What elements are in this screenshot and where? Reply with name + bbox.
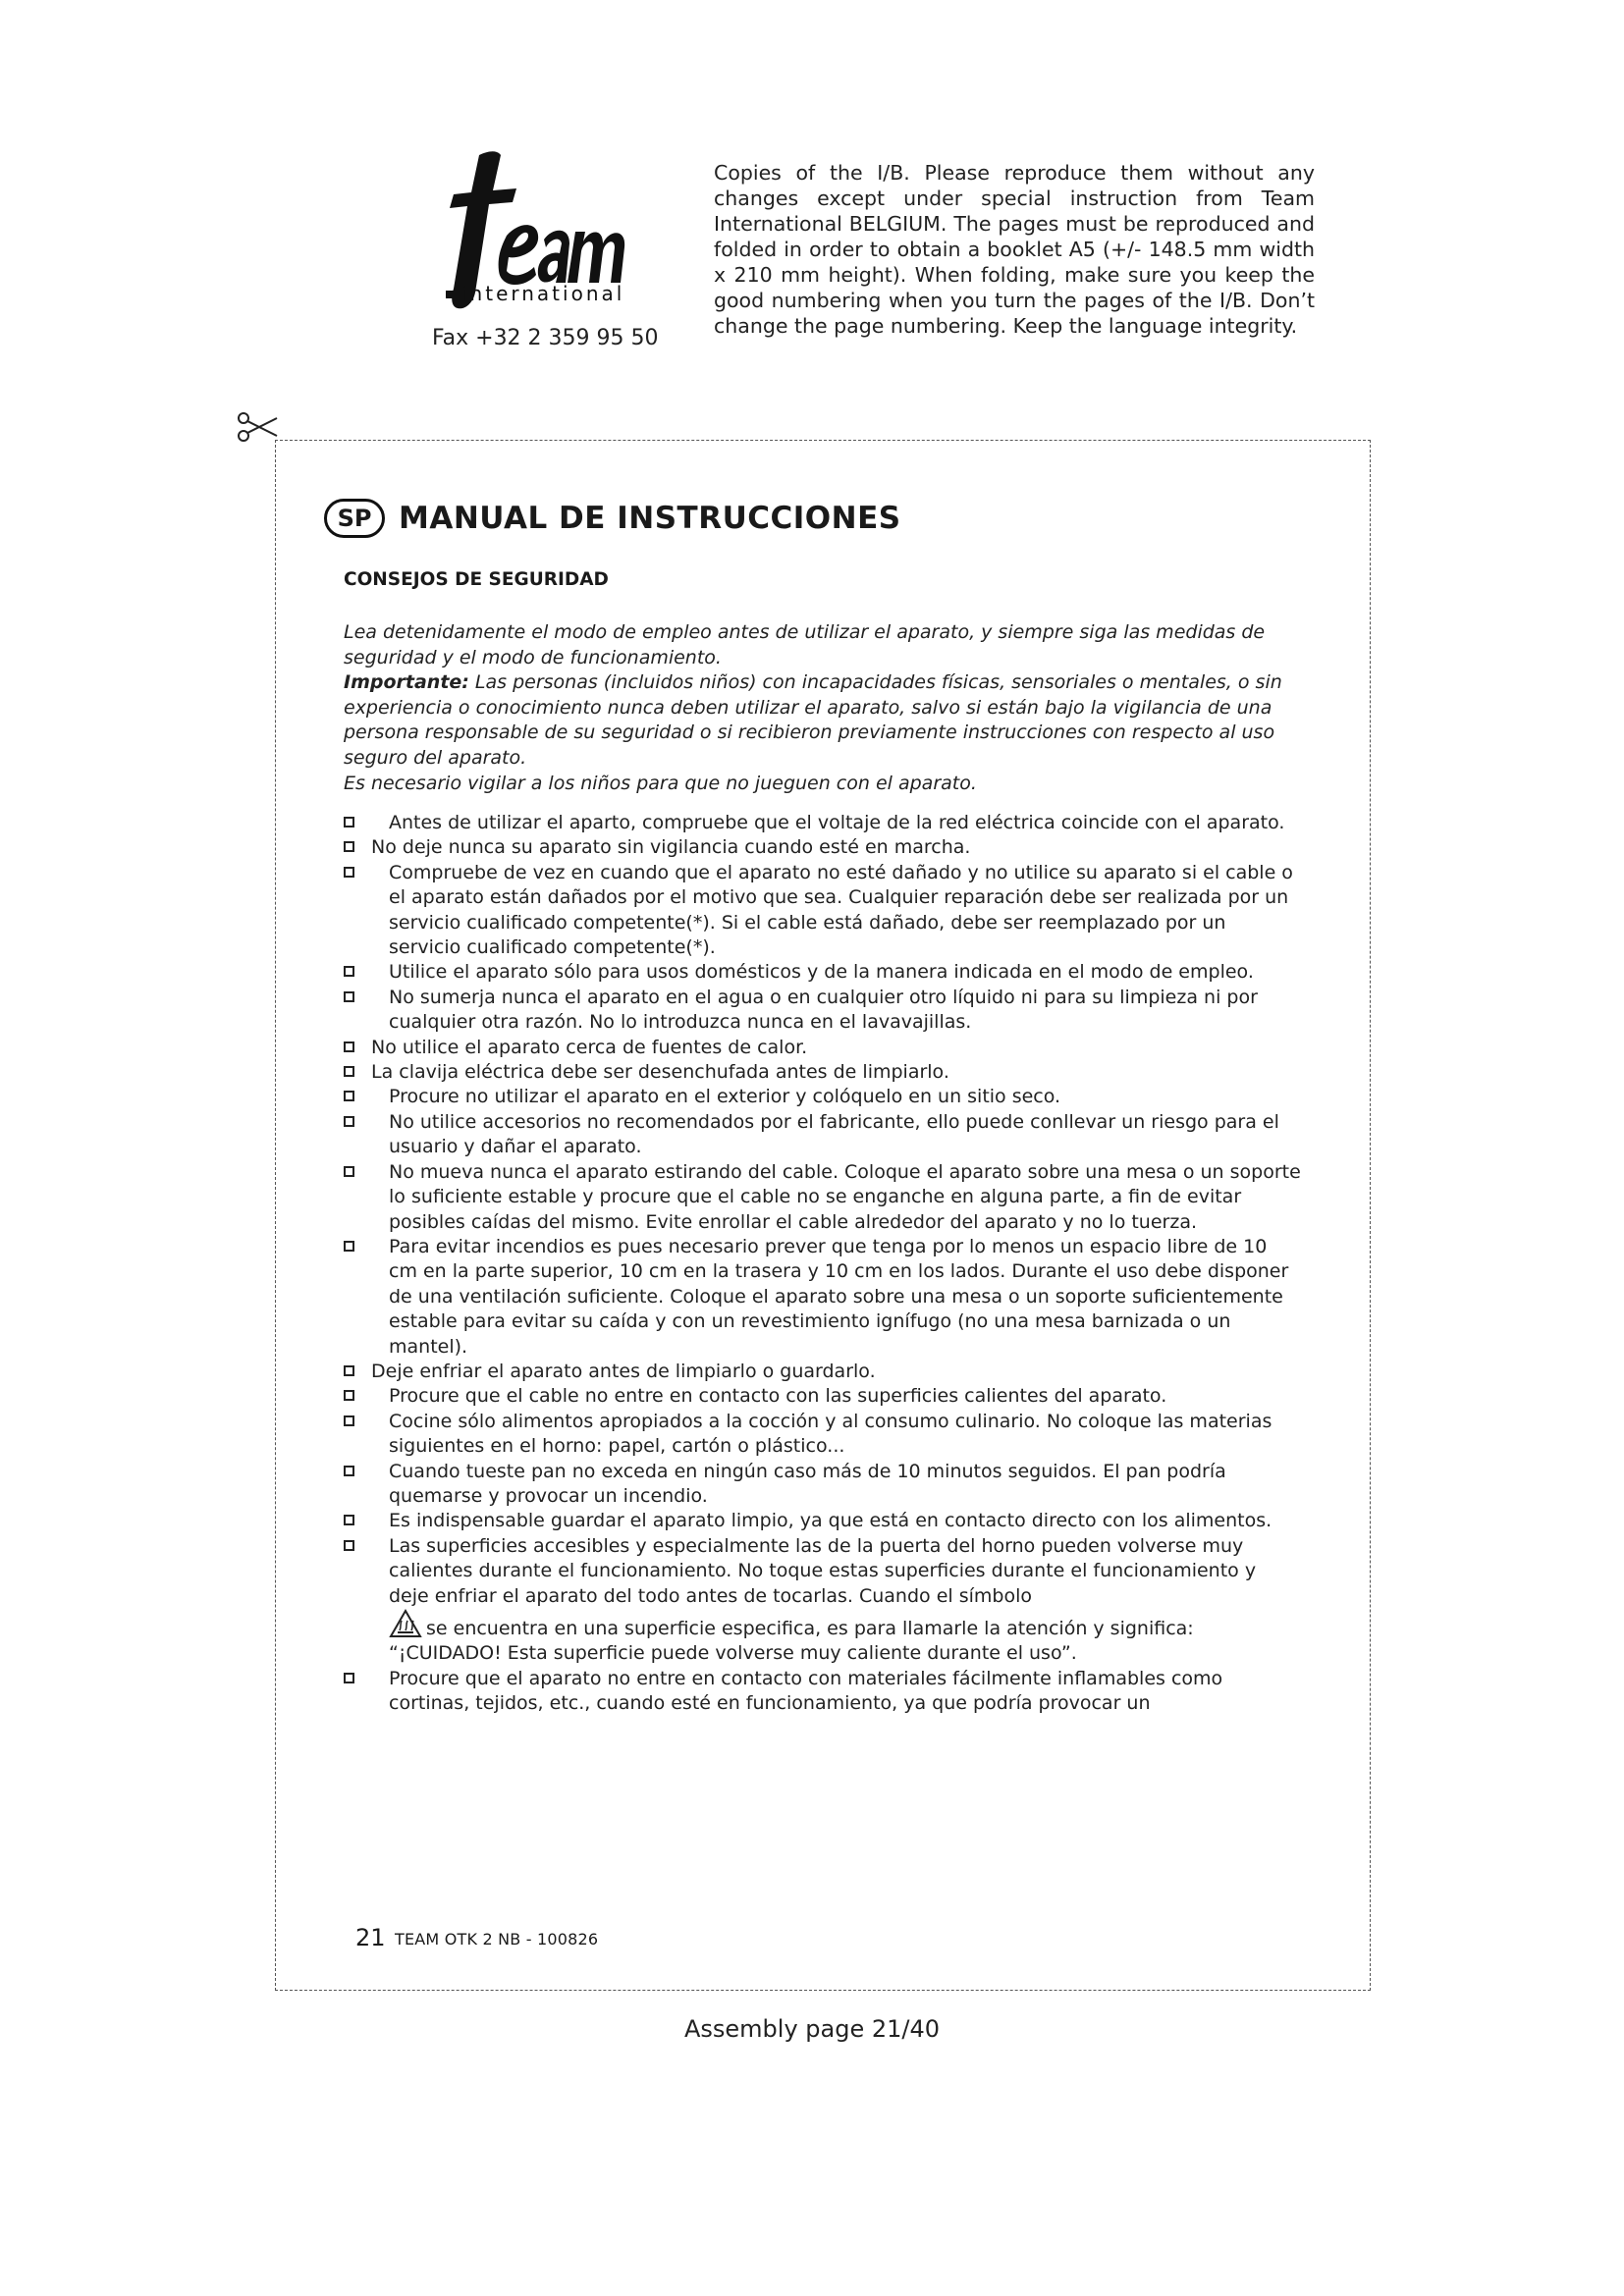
list-item: Cocine sólo alimentos apropiados a la cocción y al consumo culinario. No coloque las materias siguientes en el horno: papel, cartón o plástico... — [344, 1410, 1301, 1460]
manual-title: MANUAL DE INSTRUCCIONES — [399, 501, 901, 536]
intro-children: Es necesario vigilar a los niños para que no jueguen con el aparato. — [344, 772, 977, 794]
checkbox-bullet-icon — [344, 1515, 354, 1525]
checkbox-bullet-icon — [344, 1091, 354, 1101]
list-item: Deje enfriar el aparato antes de limpiarlo o guardarlo. — [344, 1360, 1301, 1384]
important-text: Las personas (incluidos niños) con incapacidades físicas, sensoriales o mentales, o sin experiencia o conocimiento nunca deben utilizar el aparato, salvo si están bajo la vigilancia de una persona responsable de su seguridad o si recibieron previamente instrucciones con respecto al uso seguro del aparato. — [344, 671, 1282, 769]
model-reference: TEAM OTK 2 NB - 100826 — [395, 1930, 599, 1949]
list-item: Compruebe de vez en cuando que el aparato no esté dañado y no utilice su aparato si el cable o el aparato están dañados por el motivo que sea. Cualquier reparación debe ser realizada por un servicio cualificado competente(*). Si el cable está dañado, debe ser reemplazado por un servicio cualificado competente(*). — [344, 861, 1301, 961]
important-label: Importante: — [344, 671, 469, 694]
list-item: No deje nunca su aparato sin vigilancia cuando esté en marcha. — [344, 835, 1301, 860]
team-international-logo — [410, 145, 636, 322]
checkbox-bullet-icon — [344, 1116, 354, 1127]
list-item: Para evitar incendios es pues necesario prever que tenga por lo menos un espacio libre de 10 cm en la parte superior, 10 cm en la trasera y 10 cm en los lados. Durante el uso debe disponer de una ventilación suficiente. Coloque el aparato sobre una mesa o un soporte suficientemente estable para evitar su caída y con un revestimiento ignífugo (no una mesa barnizada o un mantel). — [344, 1235, 1301, 1360]
language-badge: SP — [324, 499, 385, 538]
checkbox-bullet-icon — [344, 1041, 354, 1052]
list-item: Antes de utilizar el aparto, compruebe que el voltaje de la red eléctrica coincide con el aparato. — [344, 811, 1301, 835]
checkbox-bullet-icon — [344, 1241, 354, 1252]
checkbox-bullet-icon — [344, 841, 354, 852]
list-item: No mueva nunca el aparato estirando del cable. Coloque el aparato sobre una mesa o un soporte lo suficiente estable y procure que el cable no se enganche en alguna parte, a fin de evitar posibles caídas del mismo. Evite enrollar el cable alrededor del aparato y no lo tuerza. — [344, 1160, 1301, 1235]
scissors-icon — [236, 410, 279, 444]
checkbox-bullet-icon — [344, 1673, 354, 1683]
page-number: 21 — [355, 1924, 386, 1951]
checkbox-bullet-icon — [344, 966, 354, 977]
list-item: Cuando tueste pan no exceda en ningún caso más de 10 minutos seguidos. El pan podría quemarse y provocar un incendio. — [344, 1460, 1301, 1510]
list-item: Procure que el cable no entre en contacto con las superficies calientes del aparato. — [344, 1384, 1301, 1409]
fax-number: Fax +32 2 359 95 50 — [432, 326, 659, 350]
list-item: Las superficies accesibles y especialmente las de la puerta del horno pueden volverse muy calientes durante el funcionamiento. No toque estas superficies durante el funcionamiento y deje enfriar el aparato del todo antes de tocarlas. Cuando el símbolo se encuentra en una superficie especifica, es para llamarle la atención y significa: “¡CUIDADO! Esta superficie puede volverse muy caliente durante el uso”. — [344, 1534, 1301, 1667]
checkbox-bullet-icon — [344, 817, 354, 828]
intro-important — [344, 670, 1286, 771]
checkbox-bullet-icon — [344, 1166, 354, 1177]
hot-surface-warning-icon — [389, 1609, 422, 1638]
checkbox-bullet-icon — [344, 1540, 354, 1551]
list-item: Procure que el aparato no entre en contacto con materiales fácilmente inflamables como cortinas, tejidos, etc., cuando esté en funcionamiento, ya que podría provocar un — [344, 1667, 1301, 1717]
assembly-instructions: Copies of the I/B. Please reproduce them without any changes except under special instruction from Team International BELGIUM. The pages must be reproduced and folded in order to obtain a booklet A5 (+/- 148.5 mm width x 210 mm height). When folding, make sure you keep the good numbering when you turn the pages of the I/B. Don’t change the page numbering. Keep the language integrity. — [714, 161, 1315, 338]
checkbox-bullet-icon — [344, 1390, 354, 1401]
list-item: No sumerja nunca el aparato en el agua o en cualquier otro líquido ni para su limpieza ni por cualquier otra razón. No lo introduzca nunca en el lavavajillas. — [344, 986, 1301, 1036]
checkbox-bullet-icon — [344, 991, 354, 1002]
list-item: Es indispensable guardar el aparato limpio, ya que está en contacto directo con los alimentos. — [344, 1509, 1301, 1533]
safety-list — [344, 811, 1301, 1717]
assembly-page-label: Assembly page 21/40 — [683, 2015, 941, 2043]
checkbox-bullet-icon — [344, 1415, 354, 1426]
list-item: Procure no utilizar el aparato en el exterior y colóquelo en un sitio seco. — [344, 1085, 1301, 1109]
checkbox-bullet-icon — [344, 1365, 354, 1376]
intro-read-carefully: Lea detenidamente el modo de empleo antes de utilizar el aparato, y siempre siga las medidas de seguridad y el modo de funcionamiento. — [344, 621, 1266, 668]
manual-header — [324, 494, 901, 543]
intro-paragraph — [344, 620, 1286, 796]
checkbox-bullet-icon — [344, 867, 354, 878]
brand-sub-text: international — [461, 282, 625, 305]
checkbox-bullet-icon — [344, 1066, 354, 1077]
list-item: La clavija eléctrica debe ser desenchufada antes de limpiarlo. — [344, 1060, 1301, 1085]
checkbox-bullet-icon — [344, 1466, 354, 1476]
list-item: No utilice el aparato cerca de fuentes de calor. — [344, 1036, 1301, 1060]
section-title: CONSEJOS DE SEGURIDAD — [344, 569, 609, 590]
list-item: Utilice el aparato sólo para usos domésticos y de la manera indicada en el modo de empleo. — [344, 960, 1301, 985]
list-item: No utilice accesorios no recomendados por el fabricante, ello puede conllevar un riesgo para el usuario y dañar el aparato. — [344, 1110, 1301, 1160]
